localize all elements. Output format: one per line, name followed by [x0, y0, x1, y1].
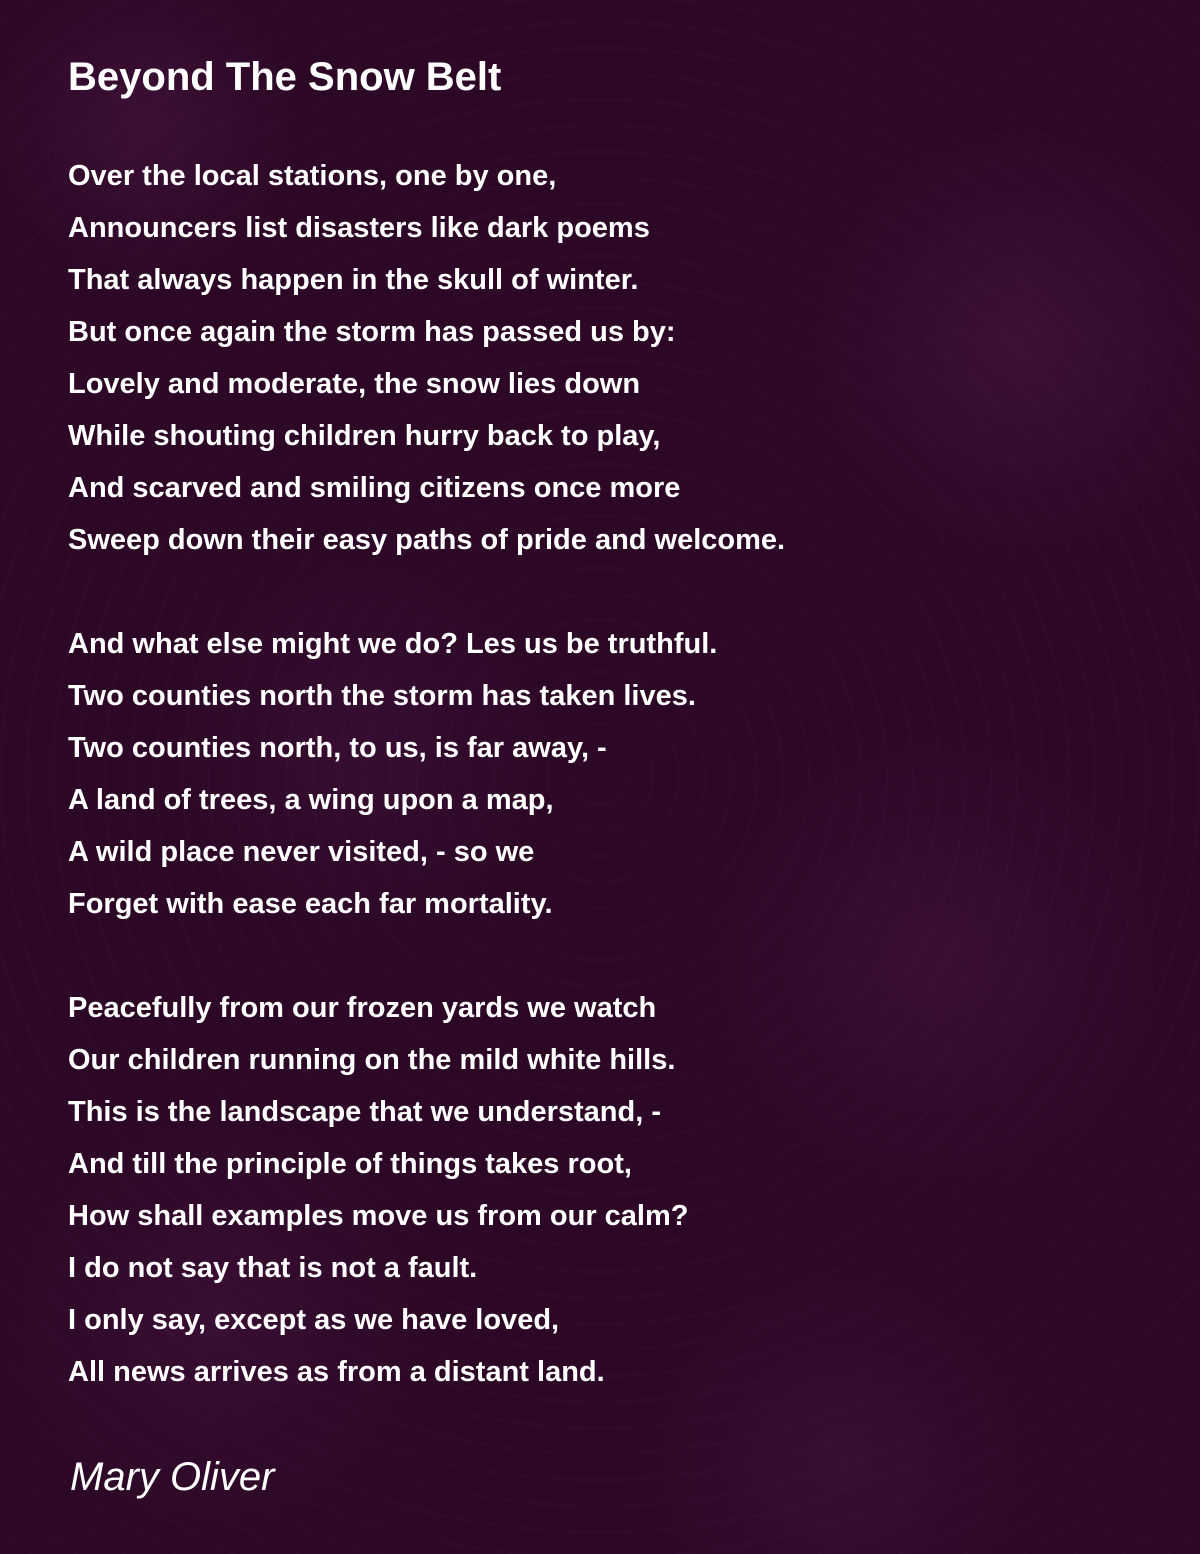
poem-line: I do not say that is not a fault. — [68, 1252, 478, 1284]
poem-line: That always happen in the skull of winter. — [68, 264, 639, 296]
poem-line: Forget with ease each far mortality. — [68, 888, 553, 920]
poem-line: Two counties north the storm has taken lives. — [68, 680, 696, 712]
poem-line: Lovely and moderate, the snow lies down — [68, 368, 641, 400]
poem-line: And what else might we do? Les us be truthful. — [68, 628, 718, 660]
stanza-1 — [68, 150, 1148, 566]
poem-line: Peacefully from our frozen yards we watch — [68, 992, 657, 1024]
poem-line: Two counties north, to us, is far away, - — [68, 732, 607, 764]
poem-body — [68, 150, 1148, 1398]
poem-line: A land of trees, a wing upon a map, — [68, 784, 554, 816]
poem-line: And scarved and smiling citizens once more — [68, 472, 681, 504]
poem-line: Over the local stations, one by one, — [68, 160, 557, 192]
poem-line: This is the landscape that we understand, - — [68, 1096, 661, 1128]
poem-line: And till the principle of things takes root, — [68, 1148, 632, 1180]
poem-line: But once again the storm has passed us by: — [68, 316, 676, 348]
poem-line: All news arrives as from a distant land. — [68, 1356, 605, 1388]
poem-line: While shouting children hurry back to play, — [68, 420, 661, 452]
poem-line: A wild place never visited, - so we — [68, 836, 535, 868]
poem-line: How shall examples move us from our calm? — [68, 1200, 689, 1232]
poem-line: Sweep down their easy paths of pride and welcome. — [68, 524, 786, 556]
poem-line: Our children running on the mild white hills. — [68, 1044, 676, 1076]
poem-title: Beyond The Snow Belt — [68, 55, 502, 99]
poem-page — [68, 52, 1148, 1398]
stanza-3 — [68, 982, 1148, 1398]
poem-line: Announcers list disasters like dark poems — [68, 212, 650, 244]
stanza-2 — [68, 618, 1148, 930]
poem-author: Mary Oliver — [70, 1455, 275, 1499]
poem-line: I only say, except as we have loved, — [68, 1304, 560, 1336]
